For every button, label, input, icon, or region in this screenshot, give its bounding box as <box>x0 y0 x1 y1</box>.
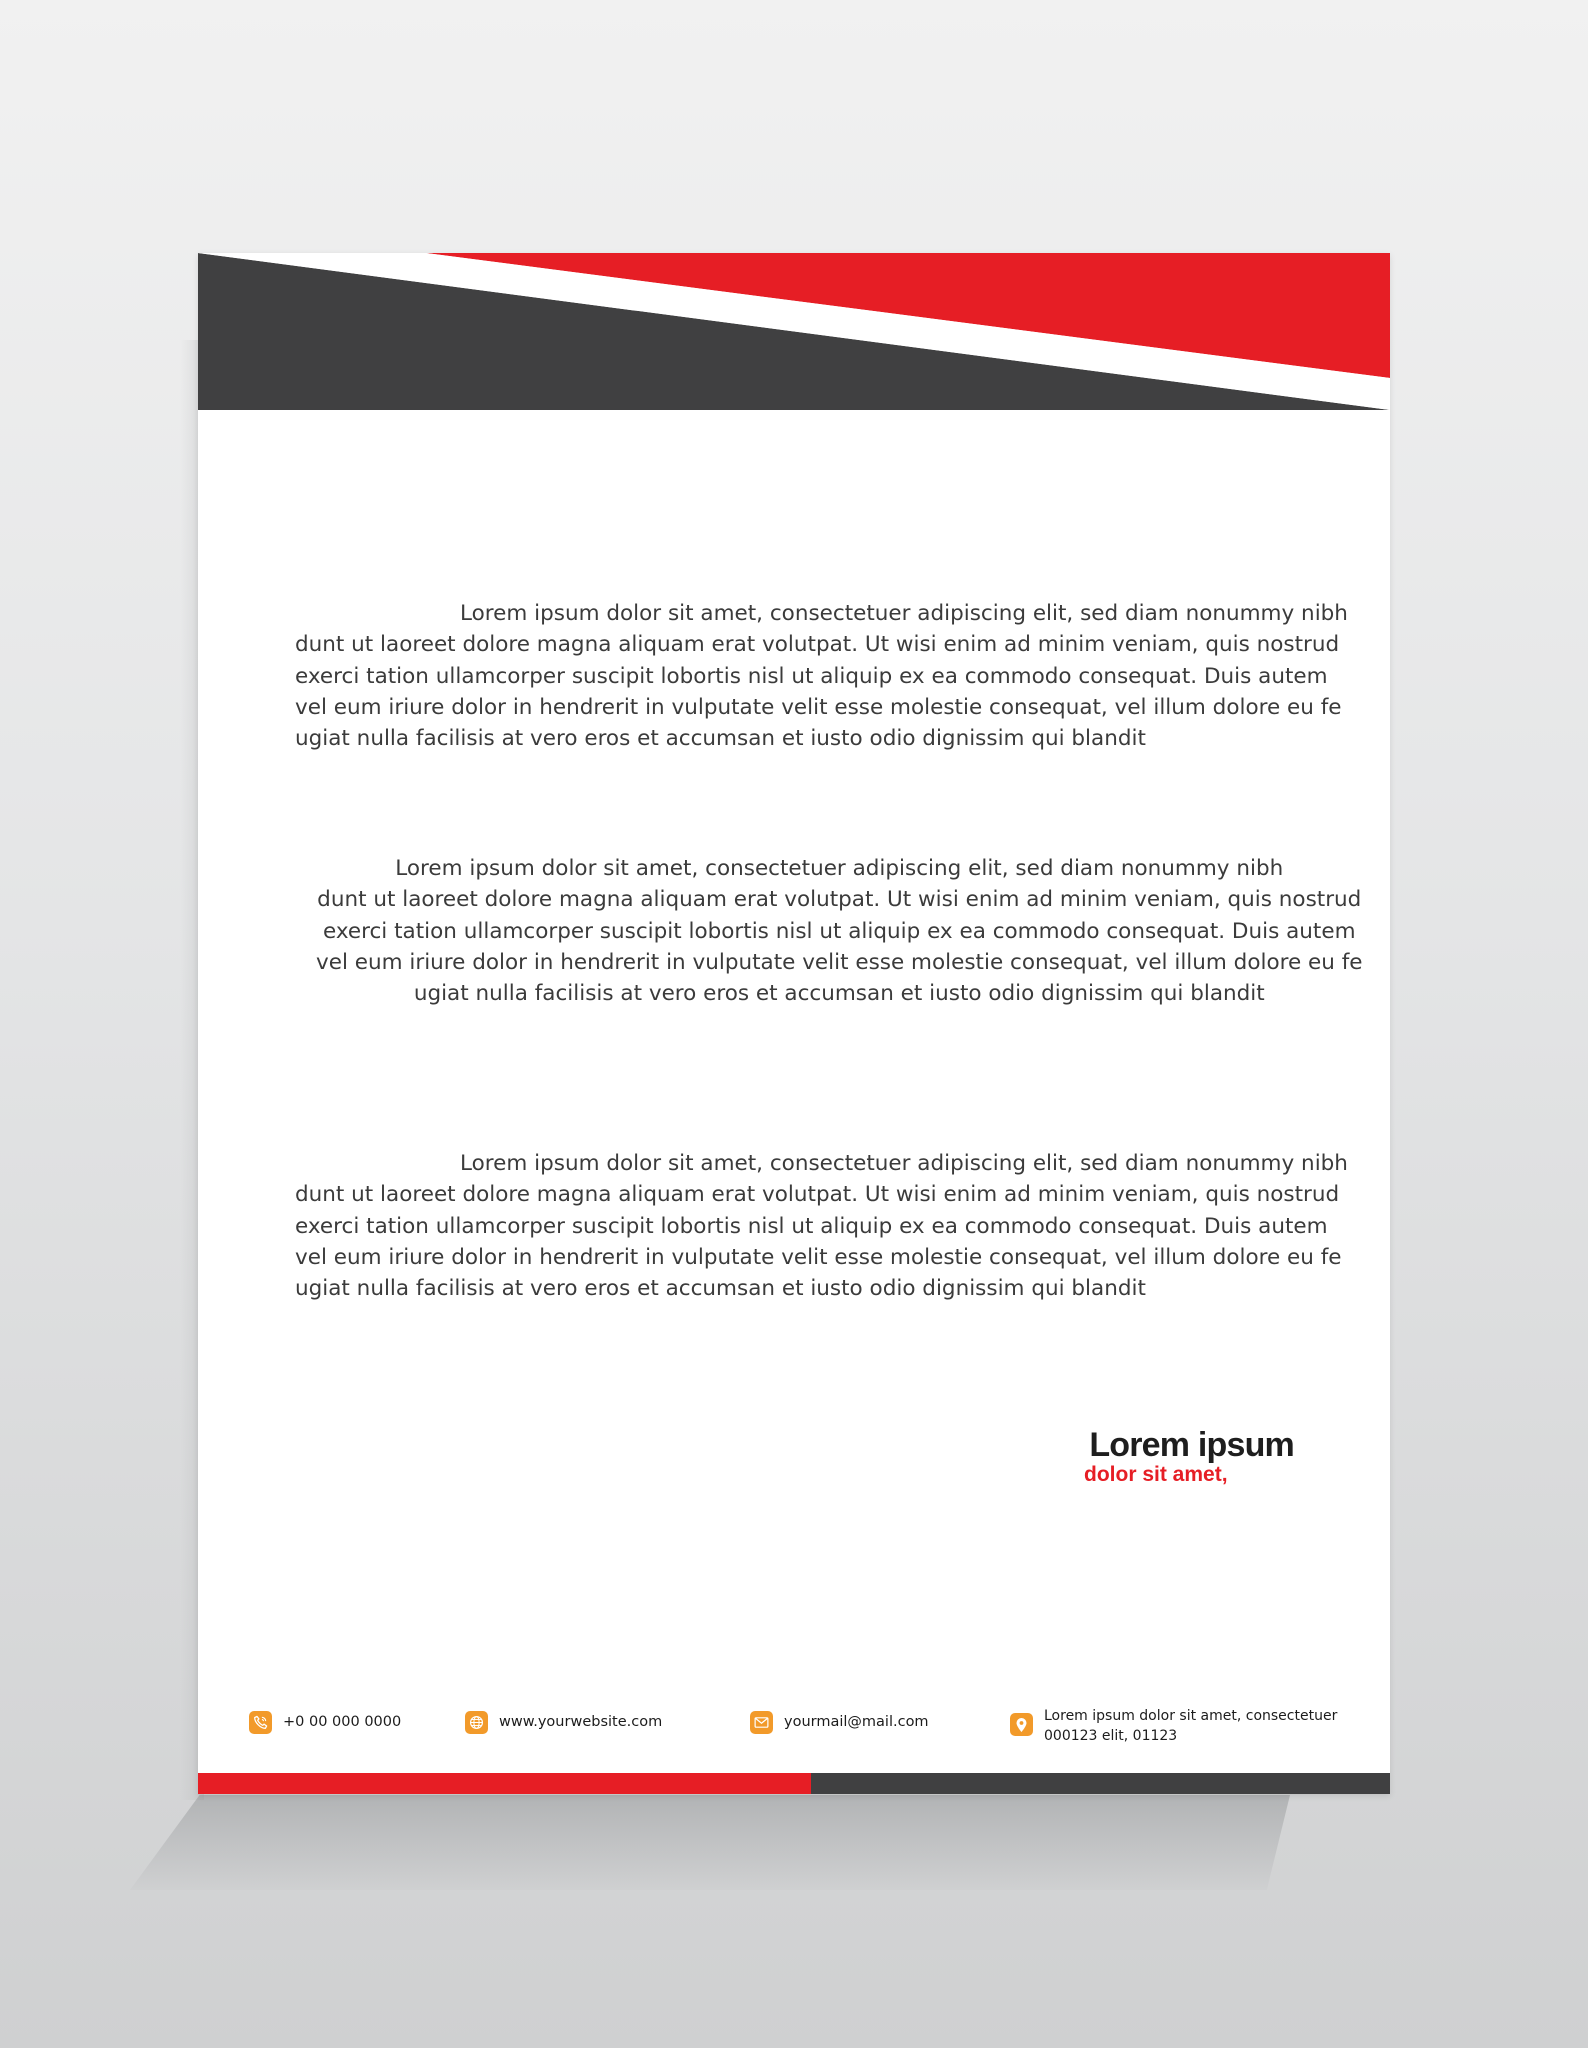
contact-website <box>465 1711 662 1734</box>
address-line-1: Lorem ipsum dolor sit amet, consectetuer <box>1044 1708 1338 1724</box>
email-address: yourmail@mail.com <box>784 1714 929 1730</box>
globe-icon <box>465 1711 488 1734</box>
para2-line-3: exerci tation ullamcorper suscipit lobortis nisl ut aliquip ex ea commodo consequat. Duis autem <box>322 918 1356 944</box>
phone-icon <box>249 1711 272 1734</box>
footer-red-bar <box>198 1773 811 1794</box>
phone-number: +0 00 000 0000 <box>283 1714 402 1730</box>
mail-icon <box>750 1711 773 1734</box>
para2-line-1: Lorem ipsum dolor sit amet, consectetuer adipiscing elit, sed diam nonummy nibh <box>395 856 1284 881</box>
para2-line-5: ugiat nulla facilisis at vero eros et accumsan et iusto odio dignissim qui blandit <box>413 981 1265 1007</box>
para3-line-4: vel eum iriure dolor in hendrerit in vulputate velit esse molestie consequat, vel illum dolore eu fe <box>295 1244 1342 1270</box>
para3-line-3: exerci tation ullamcorper suscipit lobortis nisl ut aliquip ex ea commodo consequat. Duis autem <box>295 1213 1328 1239</box>
body-paragraph-2 <box>316 853 1363 1009</box>
signature-subtitle: dolor sit amet, <box>1084 1463 1228 1486</box>
contact-phone <box>249 1711 401 1734</box>
para1-line-1: Lorem ipsum dolor sit amet, consectetuer adipiscing elit, sed diam nonummy nibh <box>460 601 1348 626</box>
letterhead-page <box>198 253 1390 1794</box>
body-paragraph-3 <box>295 1148 1348 1304</box>
para1-line-4: vel eum iriure dolor in hendrerit in vulputate velit esse molestie consequat, vel illum dolore eu fe <box>295 694 1342 720</box>
para1-line-3: exerci tation ullamcorper suscipit lobortis nisl ut aliquip ex ea commodo consequat. Duis autem <box>295 663 1328 689</box>
location-pin-icon <box>1010 1713 1033 1736</box>
para3-line-2: dunt ut laoreet dolore magna aliquam erat volutpat. Ut wisi enim ad minim veniam, quis nostrud <box>295 1182 1340 1208</box>
para1-line-2: dunt ut laoreet dolore magna aliquam erat volutpat. Ut wisi enim ad minim veniam, quis nostrud <box>295 632 1340 658</box>
contact-email <box>750 1711 929 1734</box>
para3-line-5: ugiat nulla facilisis at vero eros et accumsan et iusto odio dignissim qui blandit <box>295 1276 1146 1302</box>
body-paragraph-1 <box>295 598 1348 754</box>
contact-address <box>1010 1707 1337 1746</box>
para2-line-2: dunt ut laoreet dolore magna aliquam erat volutpat. Ut wisi enim ad minim veniam, quis nostrud <box>317 887 1362 913</box>
address-line-2: 000123 elit, 01123 <box>1044 1727 1178 1744</box>
para3-line-1: Lorem ipsum dolor sit amet, consectetuer adipiscing elit, sed diam nonummy nibh <box>460 1151 1348 1176</box>
header-graphic <box>198 253 1390 410</box>
footer-dark-bar <box>811 1773 1390 1794</box>
para2-line-4: vel eum iriure dolor in hendrerit in vulputate velit esse molestie consequat, vel illum dolore eu fe <box>316 949 1363 975</box>
page-floor-shadow <box>130 1795 1290 1890</box>
signature-name: Lorem ipsum <box>1089 1426 1294 1464</box>
para1-line-5: ugiat nulla facilisis at vero eros et accumsan et iusto odio dignissim qui blandit <box>295 726 1146 752</box>
address-text <box>1044 1707 1337 1746</box>
website-url: www.yourwebsite.com <box>499 1714 663 1730</box>
